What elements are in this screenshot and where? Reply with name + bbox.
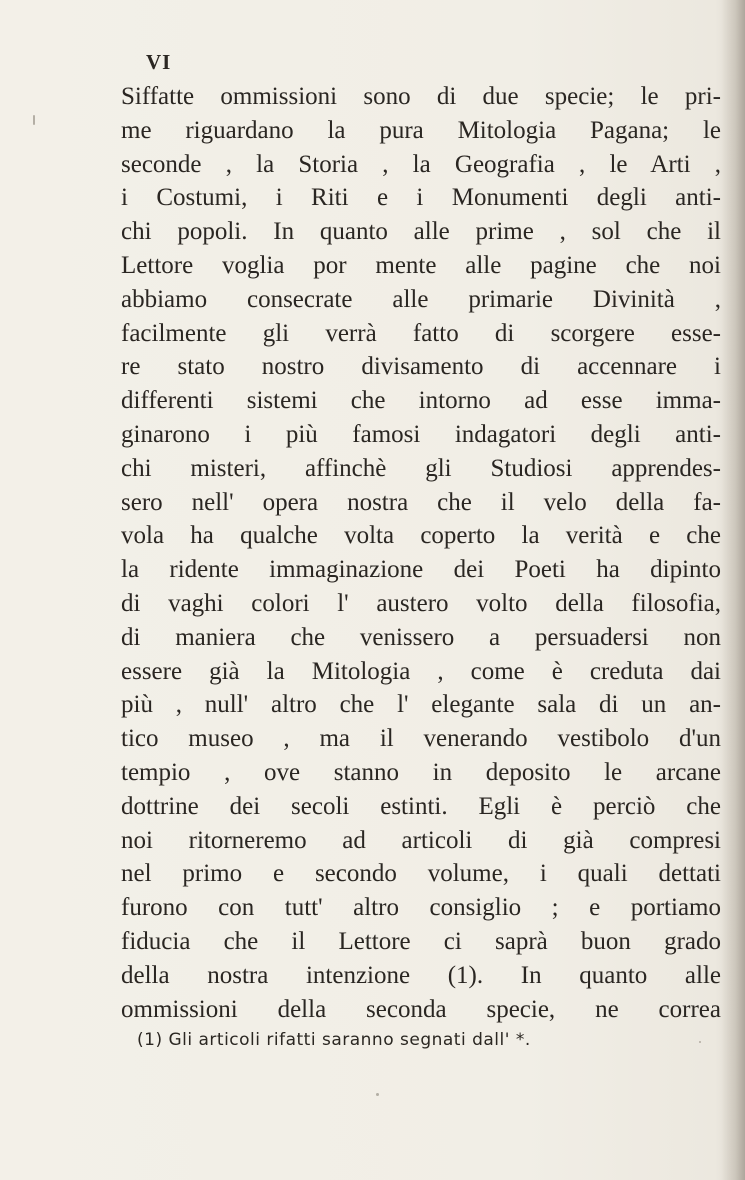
text-line: chi misteri, affinchè gli Studiosi apprendes- (121, 454, 721, 482)
text-line: la ridente immaginazione dei Poeti ha dipinto (121, 556, 721, 584)
paper-speck (33, 115, 35, 125)
text-line: essere già la Mitologia , come è creduta dai (121, 657, 721, 685)
text-line: della nostra intenzione (1). In quanto alle (121, 961, 721, 989)
text-line: re stato nostro divisamento di accennare i (121, 353, 721, 381)
text-line: fiducia che il Lettore ci saprà buon grado (121, 927, 721, 955)
text-line: sero nell' opera nostra che il velo della fa- (121, 488, 721, 516)
text-line: Lettore voglia por mente alle pagine che noi (121, 251, 721, 279)
text-line: differenti sistemi che intorno ad esse imma- (121, 387, 721, 415)
text-line: nel primo e secondo volume, i quali dettati (121, 860, 721, 888)
body-text (121, 80, 721, 1026)
text-line: di maniera che venissero a persuadersi non (121, 623, 721, 651)
text-line: abbiamo consecrate alle primarie Divinità , (121, 285, 721, 313)
text-line: vola ha qualche volta coperto la verità e che (121, 522, 721, 550)
text-line: di vaghi colori l' austero volto della filosofia, (121, 589, 721, 617)
paper-speck (376, 1093, 379, 1096)
text-line: Siffatte ommissioni sono di due specie; le pri- (121, 83, 721, 110)
text-line: ginarono i più famosi indagatori degli anti- (121, 420, 721, 448)
text-line: i Costumi, i Riti e i Monumenti degli anti- (121, 184, 721, 212)
text-line: facilmente gli verrà fatto di scorgere esse- (121, 319, 721, 347)
text-line: seconde , la Storia , la Geografia , le Arti , (121, 150, 721, 178)
text-line: tempio , ove stanno in deposito le arcane (121, 758, 721, 786)
text-line: più , null' altro che l' elegante sala di un an- (121, 691, 721, 719)
text-line: furono con tutt' altro consiglio ; e portiamo (121, 894, 721, 922)
text-line: dottrine dei secoli estinti. Egli è perciò che (121, 792, 721, 820)
text-line: chi popoli. In quanto alle prime , sol che il (121, 218, 721, 246)
text-line: ommissioni della seconda specie, ne correa (121, 995, 721, 1023)
text-line: tico museo , ma il venerando vestibolo d'un (121, 725, 721, 753)
page-number: VI (146, 50, 172, 74)
footnote: (1) Gli articoli rifatti saranno segnati dall' *. (137, 1030, 531, 1050)
text-line: noi ritorneremo ad articoli di già compresi (121, 826, 721, 854)
page-edge-shadow (721, 0, 745, 1180)
paper-speck (699, 1041, 701, 1043)
text-line: me riguardano la pura Mitologia Pagana; le (121, 116, 721, 144)
